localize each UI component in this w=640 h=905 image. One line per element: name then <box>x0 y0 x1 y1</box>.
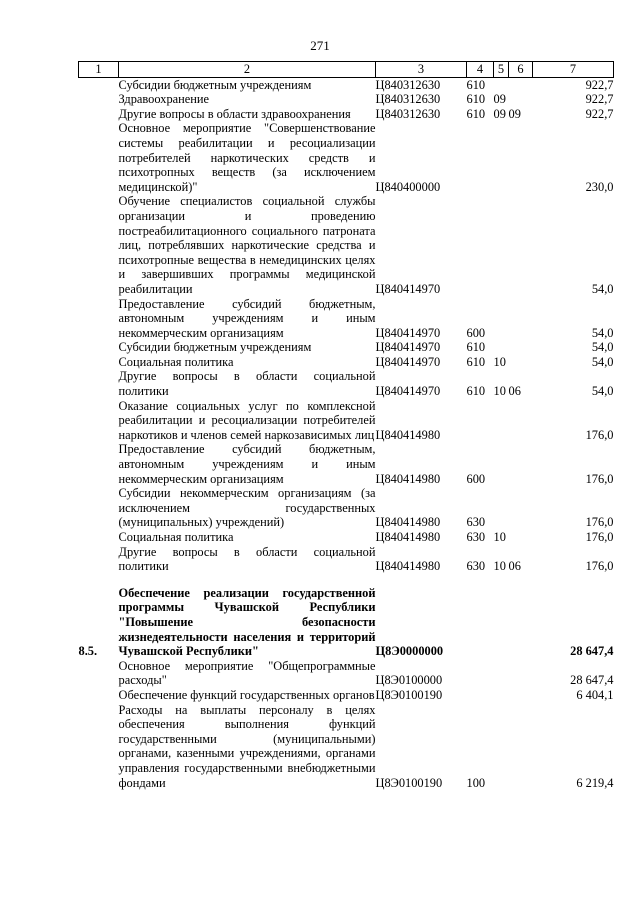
row-code: Ц840414970 <box>375 325 441 340</box>
row-col6 <box>509 486 533 530</box>
row-amount: 54,0 <box>591 340 614 355</box>
row-col5: 10 <box>493 559 506 574</box>
row-col5 <box>494 340 509 355</box>
row-col6: 06 <box>508 384 521 399</box>
row-name: Основное мероприятие "Совершенствование системы реабилитации и ресоциализации потребителей наркотических средств и психотропных веществ (за исключением медицинской)" <box>118 121 376 194</box>
row-col6 <box>509 355 533 370</box>
row-code: Ц840414970 <box>375 340 441 355</box>
table-row <box>79 340 614 355</box>
row-code: Ц8Э0100190 <box>375 775 443 790</box>
row-name: Социальная политика <box>118 530 234 544</box>
column-header: 7 <box>533 62 614 78</box>
row-number <box>79 121 119 194</box>
row-number <box>79 486 119 530</box>
row-amount: 922,7 <box>585 77 614 92</box>
row-name: Обеспечение функций государственных органов <box>118 687 375 702</box>
row-code: Ц840312630 <box>375 106 441 121</box>
section-number: 8.5. <box>78 644 98 659</box>
row-name: Основное мероприятие "Общепрограммные расходы" <box>118 658 376 688</box>
section-row <box>79 586 614 659</box>
budget-table <box>78 61 614 790</box>
row-amount: 922,7 <box>585 92 614 107</box>
row-number <box>79 399 119 443</box>
row-col6 <box>509 688 533 703</box>
row-col5 <box>494 121 509 194</box>
row-col4: 600 <box>466 471 486 486</box>
row-amount: 922,7 <box>585 106 614 121</box>
row-col5: 09 <box>493 92 506 107</box>
row-number <box>79 442 119 486</box>
row-col4: 630 <box>466 559 486 574</box>
row-number <box>79 355 119 370</box>
column-header: 3 <box>376 62 467 78</box>
row-col6 <box>509 659 533 688</box>
row-col4: 610 <box>466 106 486 121</box>
row-name: Другие вопросы в области социальной политики <box>118 369 376 399</box>
row-col5 <box>494 442 509 486</box>
row-number <box>79 659 119 688</box>
table-row <box>79 399 614 443</box>
table-row <box>79 703 614 791</box>
row-number <box>79 92 119 107</box>
row-col6 <box>509 703 533 791</box>
row-col6 <box>509 121 533 194</box>
row-amount: 6 219,4 <box>576 775 614 790</box>
row-number <box>79 107 119 122</box>
row-name: Другие вопросы в области здравоохранения <box>118 106 351 121</box>
row-number <box>79 194 119 296</box>
row-amount: 54,0 <box>591 281 614 296</box>
row-code: Ц840414980 <box>375 471 441 486</box>
table-row <box>79 107 614 122</box>
row-col6 <box>509 92 533 107</box>
table-body <box>79 77 614 574</box>
column-header: 6 <box>509 62 533 78</box>
row-col4 <box>467 194 494 296</box>
row-col4: 630 <box>466 530 486 544</box>
row-col5: 10 <box>493 530 506 544</box>
column-header: 1 <box>79 62 119 78</box>
table-row <box>79 121 614 194</box>
row-amount: 176,0 <box>585 559 614 574</box>
row-col5 <box>494 194 509 296</box>
table-row <box>79 530 614 545</box>
row-amount: 6 404,1 <box>576 687 614 702</box>
row-col5 <box>494 399 509 443</box>
row-code: Ц840312630 <box>375 77 441 92</box>
column-header: 5 <box>494 62 509 78</box>
row-code: Ц840414980 <box>375 559 441 574</box>
row-name: Обучение специалистов социальной службы организации и проведению постреабилитационного социального патроната лиц, потреблявших наркотические средства и психотропные вещества в немедицинских целях и завершивших программы медицинской реабилитации <box>118 194 376 296</box>
row-col6 <box>509 399 533 443</box>
row-name: Субсидии бюджетным учреждениям <box>118 77 312 92</box>
row-number <box>79 369 119 398</box>
row-col6 <box>509 442 533 486</box>
row-name: Субсидии некоммерческим организациям (за исключением государственных (муниципальных) учреждений) <box>118 486 376 530</box>
row-number <box>79 688 119 703</box>
row-code: Ц840414980 <box>375 427 441 442</box>
table-row <box>79 194 614 296</box>
table-row <box>79 92 614 107</box>
table-row <box>79 442 614 486</box>
row-name: Другие вопросы в области социальной политики <box>118 544 376 574</box>
row-col4: 630 <box>466 515 486 530</box>
row-code: Ц840414970 <box>375 384 441 399</box>
row-amount: 28 647,4 <box>570 673 614 688</box>
row-code: Ц840400000 <box>375 179 441 194</box>
row-col4 <box>467 659 494 688</box>
row-col5 <box>494 77 509 92</box>
row-number <box>79 545 119 574</box>
row-number <box>79 530 119 545</box>
row-number <box>79 297 119 341</box>
row-code: Ц840312630 <box>375 92 441 107</box>
row-col6 <box>509 194 533 296</box>
section-name: Обеспечение реализации государственной программы Чувашской Республики "Повышение безопасности жизнедеятельности населения и территорий Чувашской Республики" <box>118 585 376 659</box>
row-col6 <box>509 530 533 545</box>
table-row <box>79 369 614 398</box>
row-col4 <box>467 399 494 443</box>
spacer-row <box>79 574 614 586</box>
row-number <box>79 340 119 355</box>
row-amount: 54,0 <box>591 354 614 369</box>
row-code: Ц8Э0100190 <box>375 687 443 702</box>
table-row <box>79 486 614 530</box>
row-name: Здравоохранение <box>118 92 210 107</box>
row-col6: 06 <box>508 559 521 574</box>
row-col4 <box>467 121 494 194</box>
section-body <box>79 574 614 659</box>
row-col5 <box>494 297 509 341</box>
row-col5: 10 <box>493 354 506 369</box>
column-header: 4 <box>467 62 494 78</box>
row-col4: 610 <box>466 340 486 355</box>
row-amount: 54,0 <box>591 384 614 399</box>
row-number <box>79 77 119 92</box>
row-col5 <box>494 659 509 688</box>
table-row <box>79 688 614 703</box>
table-body-continued <box>79 659 614 790</box>
table-row <box>79 77 614 92</box>
row-col6 <box>509 340 533 355</box>
row-col5 <box>494 486 509 530</box>
row-col5 <box>494 688 509 703</box>
row-name: Расходы на выплаты персоналу в целях обеспечения выполнения функций государственными (муниципальными) органами, казенными учреждениями, органами управления государственными внебюджетными фондами <box>118 702 376 790</box>
row-col6 <box>509 77 533 92</box>
row-code: Ц840414970 <box>375 281 441 296</box>
row-col4 <box>467 688 494 703</box>
row-col6 <box>509 297 533 341</box>
table-row <box>79 297 614 341</box>
row-code: Ц8Э0100000 <box>375 673 443 688</box>
row-amount: 230,0 <box>585 179 614 194</box>
table-row <box>79 659 614 688</box>
row-code: Ц840414980 <box>375 515 441 530</box>
row-amount: 176,0 <box>585 515 614 530</box>
row-name: Оказание социальных услуг по комплексной реабилитации и ресоциализации потребителей наркотиков и членов семей наркозависимых лиц <box>118 398 376 442</box>
table-row <box>79 545 614 574</box>
row-col4: 610 <box>466 92 486 107</box>
table-row <box>79 355 614 370</box>
table-header-row <box>79 62 614 78</box>
row-name: Предоставление субсидий бюджетным, автономным учреждениям и иным некоммерческим организациям <box>118 442 376 486</box>
row-col5 <box>494 703 509 791</box>
row-col4: 610 <box>466 384 486 399</box>
row-col4: 610 <box>466 77 486 92</box>
row-amount: 176,0 <box>585 427 614 442</box>
row-name: Социальная политика <box>118 354 234 369</box>
row-amount: 176,0 <box>585 471 614 486</box>
row-code: Ц840414970 <box>375 354 441 369</box>
section-amount: 28 647,4 <box>570 644 614 659</box>
row-name: Предоставление субсидий бюджетным, автономным учреждениям и иным некоммерческим организациям <box>118 296 376 340</box>
row-code: Ц840414980 <box>375 530 441 544</box>
row-number <box>79 703 119 791</box>
column-header: 2 <box>119 62 376 78</box>
page-number: 271 <box>310 38 330 53</box>
row-amount: 176,0 <box>585 530 614 544</box>
row-col4: 610 <box>466 354 486 369</box>
row-col5: 10 <box>493 384 506 399</box>
row-col4: 600 <box>466 325 486 340</box>
section-code: Ц8Э0000000 <box>375 644 444 659</box>
row-amount: 54,0 <box>591 325 614 340</box>
row-name: Субсидии бюджетным учреждениям <box>118 340 312 355</box>
row-col5: 09 <box>493 106 506 121</box>
row-col6: 09 <box>508 106 521 121</box>
row-col4: 100 <box>466 775 486 790</box>
